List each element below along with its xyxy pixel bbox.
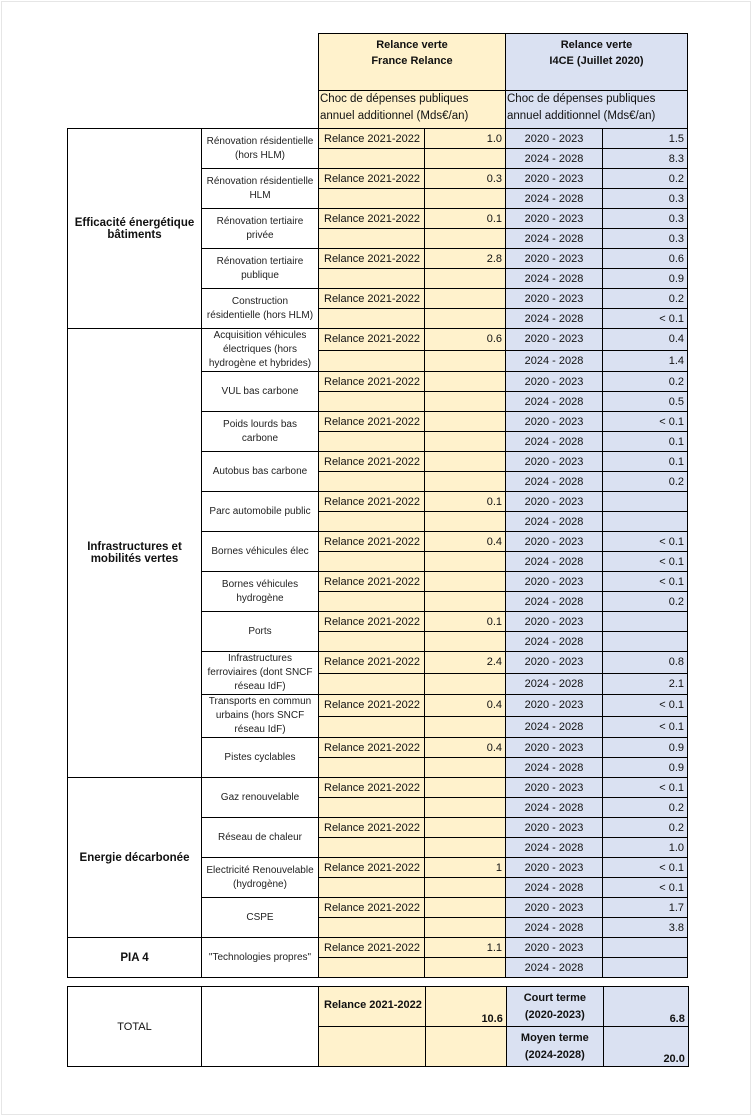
relance-value (425, 452, 506, 472)
value-short: < 0.1 (603, 778, 688, 798)
value-medium: 0.5 (603, 392, 688, 412)
relance-value: 1.0 (425, 129, 506, 149)
value-medium (603, 958, 688, 978)
relance-empty (319, 392, 425, 412)
relance-value (425, 898, 506, 918)
value-short: 0.3 (603, 209, 688, 229)
relance-period: Relance 2021-2022 (319, 372, 425, 392)
value-short: 0.8 (603, 652, 688, 674)
value-short: 1.7 (603, 898, 688, 918)
value-short: 0.2 (603, 169, 688, 189)
value-short: 0.6 (603, 249, 688, 269)
relance-empty (319, 798, 425, 818)
period-short: 2020 - 2023 (506, 532, 603, 552)
relance-empty (319, 716, 425, 738)
period-short: 2020 - 2023 (506, 778, 603, 798)
relance-empty (319, 758, 425, 778)
relance-value: 2.8 (425, 249, 506, 269)
value-short (603, 938, 688, 958)
relance-period: Relance 2021-2022 (319, 412, 425, 432)
value-medium: < 0.1 (603, 716, 688, 738)
period-medium: 2024 - 2028 (506, 798, 603, 818)
period-short: 2020 - 2023 (506, 738, 603, 758)
relance-value (425, 372, 506, 392)
value-medium (603, 512, 688, 532)
item-label: Gaz renouvelable (202, 778, 319, 818)
header-row-subtitles (68, 91, 688, 129)
relance-value-empty (425, 309, 506, 329)
relance-empty (319, 472, 425, 492)
relance-value (425, 818, 506, 838)
relance-value-empty (425, 512, 506, 532)
period-medium: 2024 - 2028 (506, 432, 603, 452)
period-medium: 2024 - 2028 (506, 838, 603, 858)
relance-value: 0.3 (425, 169, 506, 189)
value-medium: 0.2 (603, 472, 688, 492)
header-row-titles (68, 34, 688, 91)
relance-value (425, 412, 506, 432)
relance-value-empty (425, 716, 506, 738)
item-label: Electricité Renouvelable (hydrogène) (202, 858, 319, 898)
period-medium: 2024 - 2028 (506, 673, 603, 695)
period-medium: 2024 - 2028 (506, 392, 603, 412)
period-medium: 2024 - 2028 (506, 350, 603, 372)
item-label: Autobus bas carbone (202, 452, 319, 492)
category-label: Efficacité énergétique bâtiments (68, 129, 202, 329)
relance-period: Relance 2021-2022 (319, 249, 425, 269)
value-medium: 0.9 (603, 758, 688, 778)
relance-value-empty (425, 472, 506, 492)
relance-value-empty (425, 189, 506, 209)
item-label: Parc automobile public (202, 492, 319, 532)
period-medium: 2024 - 2028 (506, 632, 603, 652)
table-row (68, 129, 688, 149)
value-medium: 0.3 (603, 189, 688, 209)
total-empty-cell (202, 987, 319, 1067)
item-label: Rénovation résidentielle HLM (202, 169, 319, 209)
relance-empty (319, 269, 425, 289)
period-short: 2020 - 2023 (506, 329, 603, 351)
period-short: 2020 - 2023 (506, 289, 603, 309)
relance-value-empty (425, 673, 506, 695)
total-relance-value: 10.6 (425, 987, 506, 1027)
i4ce-header: Relance verte I4CE (Juillet 2020) (506, 34, 688, 91)
item-label: Rénovation tertiaire privée (202, 209, 319, 249)
relance-empty (319, 552, 425, 572)
period-medium: 2024 - 2028 (506, 878, 603, 898)
period-short: 2020 - 2023 (506, 129, 603, 149)
period-medium: 2024 - 2028 (506, 229, 603, 249)
item-label: Bornes véhicules élec (202, 532, 319, 572)
total-relance-label: Relance 2021-2022 (319, 987, 426, 1027)
relance-value: 2.4 (425, 652, 506, 674)
value-short: 0.2 (603, 289, 688, 309)
item-label: "Technologies propres" (202, 938, 319, 978)
item-label: Rénovation tertiaire publique (202, 249, 319, 289)
relance-value (425, 572, 506, 592)
relance-empty (319, 878, 425, 898)
relance-period: Relance 2021-2022 (319, 532, 425, 552)
total-relance-empty (319, 1027, 426, 1067)
period-medium: 2024 - 2028 (506, 189, 603, 209)
relance-empty (319, 958, 425, 978)
period-short: 2020 - 2023 (506, 412, 603, 432)
item-label: Construction résidentielle (hors HLM) (202, 289, 319, 329)
value-medium: 3.8 (603, 918, 688, 938)
relance-period: Relance 2021-2022 (319, 858, 425, 878)
total-value-empty (425, 1027, 506, 1067)
period-medium: 2024 - 2028 (506, 309, 603, 329)
period-short: 2020 - 2023 (506, 612, 603, 632)
france-relance-subheader: Choc de dépenses publiques annuel additionnel (Mds€/an) (319, 91, 506, 129)
value-medium: 0.2 (603, 592, 688, 612)
category-label: Infrastructures et mobilités vertes (68, 329, 202, 778)
relance-period: Relance 2021-2022 (319, 818, 425, 838)
period-short: 2020 - 2023 (506, 898, 603, 918)
relance-empty (319, 189, 425, 209)
value-short: 1.5 (603, 129, 688, 149)
item-label: Pistes cyclables (202, 738, 319, 778)
value-medium: 0.9 (603, 269, 688, 289)
period-short: 2020 - 2023 (506, 169, 603, 189)
value-short: 0.1 (603, 452, 688, 472)
relance-period: Relance 2021-2022 (319, 129, 425, 149)
total-table (67, 986, 689, 1067)
relance-empty (319, 350, 425, 372)
item-label: Poids lourds bas carbone (202, 412, 319, 452)
relance-empty (319, 918, 425, 938)
relance-value-empty (425, 350, 506, 372)
relance-value-empty (425, 958, 506, 978)
period-short: 2020 - 2023 (506, 938, 603, 958)
value-short (603, 612, 688, 632)
table-row (68, 329, 688, 351)
spending-table (67, 33, 688, 978)
relance-period: Relance 2021-2022 (319, 452, 425, 472)
relance-value-empty (425, 552, 506, 572)
item-label: Transports en commun urbains (hors SNCF réseau IdF) (202, 695, 319, 738)
relance-period: Relance 2021-2022 (319, 898, 425, 918)
relance-value: 0.4 (425, 695, 506, 717)
table-body (68, 34, 688, 978)
period-short: 2020 - 2023 (506, 452, 603, 472)
relance-empty (319, 309, 425, 329)
relance-value: 1 (425, 858, 506, 878)
period-medium: 2024 - 2028 (506, 758, 603, 778)
relance-value: 0.4 (425, 532, 506, 552)
period-medium: 2024 - 2028 (506, 552, 603, 572)
item-label: Acquisition véhicules électriques (hors hydrogène et hybrides) (202, 329, 319, 372)
relance-empty (319, 229, 425, 249)
relance-period: Relance 2021-2022 (319, 695, 425, 717)
relance-period: Relance 2021-2022 (319, 492, 425, 512)
relance-empty (319, 632, 425, 652)
period-medium: 2024 - 2028 (506, 716, 603, 738)
item-label: Ports (202, 612, 319, 652)
relance-value-empty (425, 392, 506, 412)
relance-value-empty (425, 632, 506, 652)
period-medium: 2024 - 2028 (506, 149, 603, 169)
table-row (68, 938, 688, 958)
relance-value (425, 778, 506, 798)
relance-value-empty (425, 758, 506, 778)
category-label: Energie décarbonée (68, 778, 202, 938)
total-medium-term-label: Moyen terme (2024-2028) (506, 1027, 603, 1067)
item-label: CSPE (202, 898, 319, 938)
relance-value-empty (425, 229, 506, 249)
period-short: 2020 - 2023 (506, 372, 603, 392)
item-label: Infrastructures ferroviaires (dont SNCF réseau IdF) (202, 652, 319, 695)
period-medium: 2024 - 2028 (506, 269, 603, 289)
relance-empty (319, 673, 425, 695)
value-medium: < 0.1 (603, 552, 688, 572)
value-medium: 1.0 (603, 838, 688, 858)
period-medium: 2024 - 2028 (506, 958, 603, 978)
value-short: 0.2 (603, 818, 688, 838)
relance-empty (319, 512, 425, 532)
relance-empty (319, 149, 425, 169)
value-medium: < 0.1 (603, 309, 688, 329)
value-medium: 1.4 (603, 350, 688, 372)
item-label: Réseau de chaleur (202, 818, 319, 858)
value-medium: 0.3 (603, 229, 688, 249)
relance-period: Relance 2021-2022 (319, 209, 425, 229)
relance-value: 0.1 (425, 612, 506, 632)
period-short: 2020 - 2023 (506, 209, 603, 229)
value-medium: 0.1 (603, 432, 688, 452)
item-label: VUL bas carbone (202, 372, 319, 412)
value-medium (603, 632, 688, 652)
value-medium: < 0.1 (603, 878, 688, 898)
total-medium-term-value: 20.0 (603, 1027, 688, 1067)
value-short: 0.9 (603, 738, 688, 758)
period-short: 2020 - 2023 (506, 858, 603, 878)
relance-period: Relance 2021-2022 (319, 572, 425, 592)
period-medium: 2024 - 2028 (506, 512, 603, 532)
relance-empty (319, 838, 425, 858)
relance-empty (319, 592, 425, 612)
relance-value-empty (425, 878, 506, 898)
value-short: < 0.1 (603, 572, 688, 592)
relance-period: Relance 2021-2022 (319, 289, 425, 309)
category-label: PIA 4 (68, 938, 202, 978)
relance-value-empty (425, 918, 506, 938)
period-short: 2020 - 2023 (506, 695, 603, 717)
period-short: 2020 - 2023 (506, 818, 603, 838)
item-label: Rénovation résidentielle (hors HLM) (202, 129, 319, 169)
france-relance-header: Relance verte France Relance (319, 34, 506, 91)
relance-period: Relance 2021-2022 (319, 738, 425, 758)
total-label: TOTAL (68, 987, 202, 1067)
period-medium: 2024 - 2028 (506, 592, 603, 612)
relance-value-empty (425, 269, 506, 289)
relance-value: 0.4 (425, 738, 506, 758)
relance-period: Relance 2021-2022 (319, 169, 425, 189)
period-short: 2020 - 2023 (506, 249, 603, 269)
value-short: < 0.1 (603, 695, 688, 717)
total-short-term-value: 6.8 (603, 987, 688, 1027)
value-short: < 0.1 (603, 532, 688, 552)
relance-value-empty (425, 838, 506, 858)
item-label: Bornes véhicules hydrogène (202, 572, 319, 612)
relance-period: Relance 2021-2022 (319, 938, 425, 958)
relance-value: 0.6 (425, 329, 506, 351)
relance-value-empty (425, 432, 506, 452)
period-short: 2020 - 2023 (506, 492, 603, 512)
value-medium: 2.1 (603, 673, 688, 695)
period-short: 2020 - 2023 (506, 652, 603, 674)
table-row (68, 778, 688, 798)
relance-empty (319, 432, 425, 452)
value-medium: 0.2 (603, 798, 688, 818)
relance-period: Relance 2021-2022 (319, 612, 425, 632)
relance-value-empty (425, 592, 506, 612)
period-medium: 2024 - 2028 (506, 472, 603, 492)
period-medium: 2024 - 2028 (506, 918, 603, 938)
value-short (603, 492, 688, 512)
relance-period: Relance 2021-2022 (319, 329, 425, 351)
value-medium: 8.3 (603, 149, 688, 169)
value-short: 0.2 (603, 372, 688, 392)
value-short: < 0.1 (603, 858, 688, 878)
relance-value-empty (425, 149, 506, 169)
period-short: 2020 - 2023 (506, 572, 603, 592)
i4ce-subheader: Choc de dépenses publiques annuel additionnel (Mds€/an) (506, 91, 688, 129)
total-row-short (68, 987, 689, 1027)
relance-value: 0.1 (425, 492, 506, 512)
relance-value-empty (425, 798, 506, 818)
relance-value: 1.1 (425, 938, 506, 958)
total-short-term-label: Court terme (2020-2023) (506, 987, 603, 1027)
value-short: < 0.1 (603, 412, 688, 432)
relance-period: Relance 2021-2022 (319, 778, 425, 798)
value-short: 0.4 (603, 329, 688, 351)
relance-value: 0.1 (425, 209, 506, 229)
relance-value (425, 289, 506, 309)
relance-period: Relance 2021-2022 (319, 652, 425, 674)
